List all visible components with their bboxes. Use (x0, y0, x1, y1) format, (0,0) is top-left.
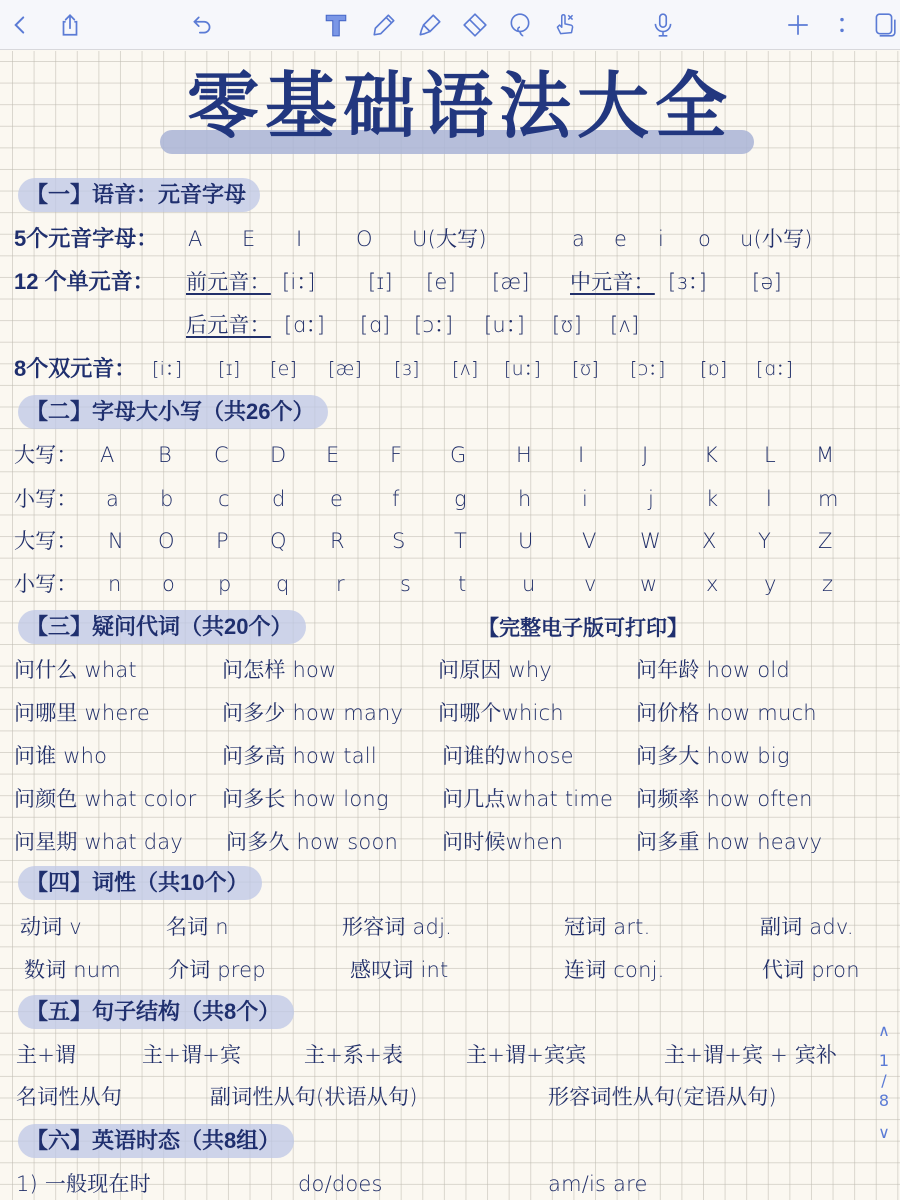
section-header-sentence-structure: 【五】句子结构（共8个） (18, 995, 294, 1029)
title-block (160, 56, 760, 166)
phoneme: [ɪ] (218, 358, 241, 380)
question-row (0, 695, 900, 731)
question-word: 问多大 how big (636, 744, 790, 768)
back-vowel-row (0, 307, 900, 343)
question-row (0, 652, 900, 688)
pen-icon (371, 12, 397, 38)
text-tool-button[interactable] (320, 9, 352, 41)
phoneme: [ɑ：] (284, 313, 326, 337)
letter: b (160, 487, 174, 511)
section-header-alphabet: 【二】字母大小写（共26个） (18, 395, 328, 429)
phoneme: [ɔ：] (414, 313, 454, 337)
central-vowel-label: 中元音： (570, 270, 655, 294)
question-word: 问原因 why (438, 658, 552, 682)
letter: D (270, 443, 287, 467)
front-vowel-label: 前元音： (186, 270, 271, 294)
question-word: 问几点what time (442, 787, 614, 811)
section-header-parts-of-speech: 【四】词性（共10个） (18, 866, 262, 900)
hand-icon (552, 12, 578, 38)
phoneme: [i：] (282, 270, 316, 294)
vowel-lower: e (614, 227, 628, 251)
pos-row (0, 909, 900, 945)
vowel-lower: u(小写) (740, 227, 813, 251)
diphthong-label: 8个双元音： (14, 356, 137, 381)
question-word: 问什么 what (14, 658, 137, 682)
letter: G (450, 443, 467, 467)
lowercase-label: 小写： (14, 487, 78, 511)
letter: u (522, 572, 536, 596)
letter: S (392, 529, 406, 553)
letter: v (584, 572, 597, 596)
letter: C (214, 443, 229, 467)
letter: W (640, 529, 661, 553)
question-word: 问频率 how often (636, 787, 813, 811)
note-page[interactable] (0, 51, 900, 1200)
lowercase-row-2 (0, 566, 900, 602)
letter: I (578, 443, 585, 467)
question-word: 问多高 how tall (222, 744, 377, 768)
share-button[interactable] (54, 9, 86, 41)
letter: P (216, 529, 229, 553)
back-vowel-label: 后元音： (186, 313, 271, 337)
question-word: 问哪里 where (14, 701, 150, 725)
sentence-pattern: 主+系+表 (304, 1043, 404, 1067)
vowel-upper: E (242, 227, 256, 251)
phoneme: [ɜ] (394, 358, 420, 380)
highlighter-tool-button[interactable] (414, 9, 446, 41)
question-word: 问多久 how soon (226, 830, 399, 854)
question-word: 问年龄 how old (636, 658, 790, 682)
microphone-button[interactable] (647, 9, 679, 41)
letter: e (330, 487, 344, 511)
phoneme: [ʌ] (452, 358, 479, 380)
part-of-speech: 连词 conj. (564, 958, 665, 982)
monophthong-row (0, 264, 900, 300)
letter: L (764, 443, 776, 467)
letter: K (704, 443, 718, 467)
section-header-question-words: 【三】疑问代词（共20个） (18, 610, 306, 644)
vowel-lower: o (698, 227, 712, 251)
vowel-upper: U(大写) (412, 227, 487, 251)
part-of-speech: 名词 n (166, 915, 229, 939)
sentence-pattern: 主+谓 (16, 1043, 77, 1067)
phoneme: [ə] (752, 270, 782, 294)
uppercase-row-2 (0, 523, 900, 559)
letter: z (822, 572, 834, 596)
pages-icon (871, 12, 897, 38)
letter: x (706, 572, 719, 596)
letter: p (218, 572, 232, 596)
promo-label: 【完整电子版可打印】 (478, 617, 688, 640)
letter: h (518, 487, 532, 511)
microphone-icon (650, 12, 676, 38)
current-page: 1 (878, 1051, 890, 1070)
undo-button[interactable] (186, 9, 218, 41)
pen-tool-button[interactable] (368, 9, 400, 41)
letter: R (330, 529, 345, 553)
monophthong-label: 12 个单元音： (14, 269, 155, 294)
phoneme: [ɜ：] (668, 270, 708, 294)
sentence-pattern: 主+谓+宾宾 (466, 1043, 587, 1067)
chevron-up-icon: ∧ (878, 1021, 890, 1040)
letter: w (640, 572, 658, 596)
lasso-tool-button[interactable] (504, 9, 536, 41)
letter: s (400, 572, 412, 596)
pos-row (0, 952, 900, 988)
question-word: 问多长 how long (222, 787, 389, 811)
eraser-icon (462, 12, 488, 38)
letter: U (518, 529, 534, 553)
letter: Y (758, 529, 772, 553)
question-word: 问价格 how much (636, 701, 817, 725)
letter: Q (270, 529, 287, 553)
question-row (0, 738, 900, 774)
section-header-vowels: 【一】语音：元音字母 (18, 178, 260, 212)
pages-button[interactable] (868, 9, 900, 41)
uppercase-label: 大写： (14, 443, 78, 467)
section-header-tenses: 【六】英语时态（共8组） (18, 1124, 294, 1158)
sentence-pattern-row (0, 1037, 900, 1073)
phoneme: [ʊ] (552, 313, 582, 337)
vowel-upper: O (356, 227, 373, 251)
question-row (0, 781, 900, 817)
part-of-speech: 冠词 art. (564, 915, 651, 939)
uppercase-label: 大写： (14, 529, 78, 553)
letter: r (336, 572, 345, 596)
letter: N (108, 529, 124, 553)
sentence-pattern: 主+谓+宾 (142, 1043, 242, 1067)
letter: V (582, 529, 597, 553)
phoneme: [u：] (504, 358, 542, 380)
phoneme: [u：] (484, 313, 525, 337)
more-button[interactable] (826, 9, 858, 41)
share-icon (57, 12, 83, 38)
letter: q (276, 572, 290, 596)
part-of-speech: 数词 num (24, 958, 121, 982)
phoneme: [i：] (152, 358, 183, 380)
letter: g (454, 487, 467, 511)
phoneme: [ɔ：] (630, 358, 666, 380)
question-word: 问星期 what day (14, 830, 183, 854)
phoneme: [e] (426, 270, 456, 294)
letter: J (642, 443, 649, 467)
text-tool-icon (323, 12, 349, 38)
phoneme: [ɒ] (700, 358, 728, 380)
diphthong-row (0, 351, 900, 387)
add-icon (785, 12, 811, 38)
lasso-icon (507, 12, 533, 38)
letter: F (390, 443, 403, 467)
question-word: 问多重 how heavy (636, 830, 823, 854)
question-word: 问颜色 what color (14, 787, 197, 811)
tense-row (0, 1166, 900, 1200)
hand-tool-button[interactable] (549, 9, 581, 41)
letter: f (392, 487, 400, 511)
phoneme: [ɑ] (360, 313, 391, 337)
vowel-letters-row (0, 221, 900, 257)
back-button[interactable] (4, 9, 36, 41)
question-word: 问怎样 how (222, 658, 337, 682)
vowel-upper: I (296, 227, 303, 251)
part-of-speech: 感叹词 int (350, 958, 449, 982)
letter: Z (818, 529, 833, 553)
letter: d (272, 487, 286, 511)
question-word: 问多少 how many (222, 701, 404, 725)
page-navigator (870, 1021, 898, 1141)
question-word: 问谁的whose (442, 744, 574, 768)
sentence-pattern: 主+谓+宾 + 宾补 (664, 1043, 838, 1067)
part-of-speech: 代词 pron (762, 958, 860, 982)
question-row (0, 824, 900, 860)
letter: X (702, 529, 717, 553)
letter: O (158, 529, 175, 553)
letter: A (100, 443, 115, 467)
chevron-down-icon: ∨ (878, 1123, 890, 1142)
letter: B (158, 443, 172, 467)
part-of-speech: 介词 prep (168, 958, 266, 982)
total-pages: 8 (878, 1091, 890, 1110)
tense-form: do/does (298, 1172, 383, 1196)
phoneme: [ɑ：] (756, 358, 794, 380)
letter: m (818, 487, 839, 511)
add-page-button[interactable] (782, 9, 814, 41)
back-icon (7, 12, 33, 38)
top-toolbar (0, 0, 900, 50)
tense-name: 1) 一般现在时 (16, 1172, 151, 1196)
phoneme: [e] (270, 358, 298, 380)
lowercase-row-1 (0, 481, 900, 517)
phoneme: [ʌ] (610, 313, 640, 337)
clause-type: 形容词性从句(定语从句) (548, 1085, 777, 1109)
vowel-lower: a (572, 227, 586, 251)
letter: E (326, 443, 340, 467)
vowel-upper: A (188, 227, 203, 251)
vowel-lower: i (658, 227, 665, 251)
highlighter-icon (417, 12, 443, 38)
clause-row (0, 1079, 900, 1115)
part-of-speech: 副词 adv. (760, 915, 854, 939)
clause-type: 名词性从句 (16, 1085, 122, 1109)
part-of-speech: 动词 v (20, 915, 82, 939)
letter: o (162, 572, 176, 596)
page-separator: / (881, 1071, 887, 1090)
letter: T (454, 529, 468, 553)
letter: i (582, 487, 589, 511)
vowel-letters-label: 5个元音字母： (14, 226, 159, 251)
letter: l (766, 487, 773, 511)
letter: H (516, 443, 532, 467)
letter: t (458, 572, 467, 596)
letter: M (816, 443, 835, 467)
uppercase-row-1 (0, 437, 900, 473)
eraser-tool-button[interactable] (459, 9, 491, 41)
lowercase-label: 小写： (14, 572, 78, 596)
undo-icon (189, 12, 215, 38)
letter: n (108, 572, 122, 596)
part-of-speech: 形容词 adj. (342, 915, 452, 939)
page-title: 零基础语法大全 (186, 64, 733, 148)
phoneme: [æ] (492, 270, 530, 294)
phoneme: [æ] (328, 358, 363, 380)
letter: c (218, 487, 230, 511)
phoneme: [ɪ] (368, 270, 393, 294)
question-word: 问哪个which (438, 701, 564, 725)
tense-form: am/is are (548, 1172, 648, 1196)
more-icon (829, 12, 855, 38)
letter: k (706, 487, 719, 511)
clause-type: 副词性从句(状语从句) (210, 1085, 418, 1109)
letter: j (648, 487, 655, 511)
question-word: 问谁 who (14, 744, 108, 768)
page-down-button[interactable] (870, 1123, 898, 1142)
phoneme: [ʊ] (572, 358, 600, 380)
letter: a (106, 487, 120, 511)
page-up-button[interactable] (870, 1021, 898, 1040)
letter: y (764, 572, 777, 596)
question-word: 问时候when (442, 830, 564, 854)
